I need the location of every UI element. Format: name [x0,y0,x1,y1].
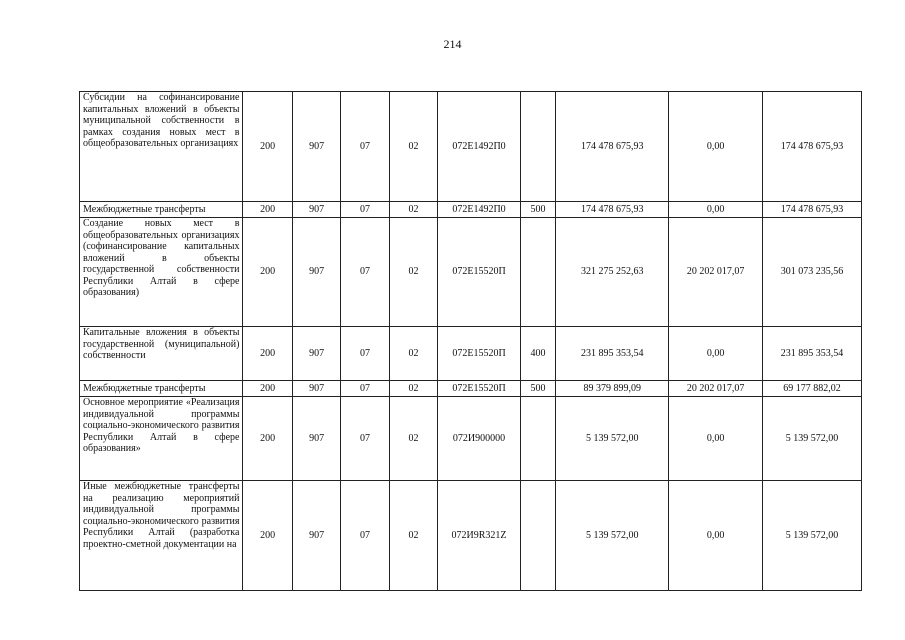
cell-ministry: 907 [292,218,340,327]
cell-section: 07 [341,218,389,327]
cell-amount: 174 478 675,93 [556,92,669,202]
table-row [80,381,862,397]
cell-regional: 231 895 353,54 [763,327,862,381]
cell-target: 072И9R321Z [438,481,521,591]
cell-admin: 200 [243,218,292,327]
cell-subsection: 02 [389,92,437,202]
cell-type [520,397,555,481]
cell-regional: 301 073 235,56 [763,218,862,327]
cell-amount: 321 275 252,63 [556,218,669,327]
cell-admin: 200 [243,327,292,381]
cell-admin: 200 [243,481,292,591]
cell-federal: 20 202 017,07 [669,218,763,327]
cell-ministry: 907 [292,481,340,591]
cell-subsection: 02 [389,218,437,327]
cell-ministry: 907 [292,202,340,218]
cell-type [520,481,555,591]
cell-federal: 0,00 [669,397,763,481]
cell-section: 07 [341,397,389,481]
cell-federal: 0,00 [669,327,763,381]
cell-admin: 200 [243,397,292,481]
cell-amount: 5 139 572,00 [556,481,669,591]
cell-admin: 200 [243,202,292,218]
cell-target: 072E15520П [438,381,521,397]
cell-admin: 200 [243,381,292,397]
cell-name: Создание новых мест в общеобразовательных организациях (софинансирование капитальных вложений в объекты государственной собственности Республики Алтай в сфере образования) [80,218,243,327]
cell-regional: 5 139 572,00 [763,397,862,481]
cell-admin: 200 [243,92,292,202]
cell-amount: 231 895 353,54 [556,327,669,381]
cell-type: 400 [520,327,555,381]
cell-regional: 69 177 882,02 [763,381,862,397]
cell-subsection: 02 [389,397,437,481]
table-body [80,92,862,591]
cell-target: 072E15520П [438,218,521,327]
cell-type: 500 [520,381,555,397]
cell-ministry: 907 [292,381,340,397]
cell-name: Межбюджетные трансферты [80,381,243,397]
cell-ministry: 907 [292,327,340,381]
cell-regional: 5 139 572,00 [763,481,862,591]
cell-name: Основное мероприятие «Реализация индивидуальной программы социально-экономического развития Республики Алтай в сфере образования» [80,397,243,481]
table-row [80,397,862,481]
cell-regional: 174 478 675,93 [763,92,862,202]
cell-ministry: 907 [292,92,340,202]
cell-type: 500 [520,202,555,218]
cell-subsection: 02 [389,202,437,218]
cell-target: 072И900000 [438,397,521,481]
cell-name: Иные межбюджетные трансферты на реализацию мероприятий индивидуальной программы социально-экономического развития Республики Алтай (разработка проектно-сметной документации на [80,481,243,591]
cell-ministry: 907 [292,397,340,481]
budget-table [79,91,862,591]
table-row [80,481,862,591]
cell-section: 07 [341,92,389,202]
cell-type [520,92,555,202]
cell-section: 07 [341,327,389,381]
cell-target: 072E1492П0 [438,202,521,218]
cell-federal: 0,00 [669,481,763,591]
cell-amount: 174 478 675,93 [556,202,669,218]
cell-name: Субсидии на софинансирование капитальных вложений в объекты муниципальной собственности в рамках создания новых мест в общеобразовательных организациях [80,92,243,202]
table-row [80,92,862,202]
cell-name: Межбюджетные трансферты [80,202,243,218]
cell-federal: 0,00 [669,92,763,202]
cell-amount: 5 139 572,00 [556,397,669,481]
cell-section: 07 [341,202,389,218]
cell-amount: 89 379 899,09 [556,381,669,397]
cell-target: 072E1492П0 [438,92,521,202]
cell-type [520,218,555,327]
table-row [80,327,862,381]
cell-federal: 0,00 [669,202,763,218]
cell-subsection: 02 [389,381,437,397]
table-row [80,218,862,327]
table-row [80,202,862,218]
cell-target: 072E15520П [438,327,521,381]
cell-section: 07 [341,481,389,591]
cell-section: 07 [341,381,389,397]
page-number: 214 [443,37,462,51]
cell-subsection: 02 [389,327,437,381]
cell-name: Капитальные вложения в объекты государственной (муниципальной) собственности [80,327,243,381]
cell-federal: 20 202 017,07 [669,381,763,397]
cell-subsection: 02 [389,481,437,591]
cell-regional: 174 478 675,93 [763,202,862,218]
